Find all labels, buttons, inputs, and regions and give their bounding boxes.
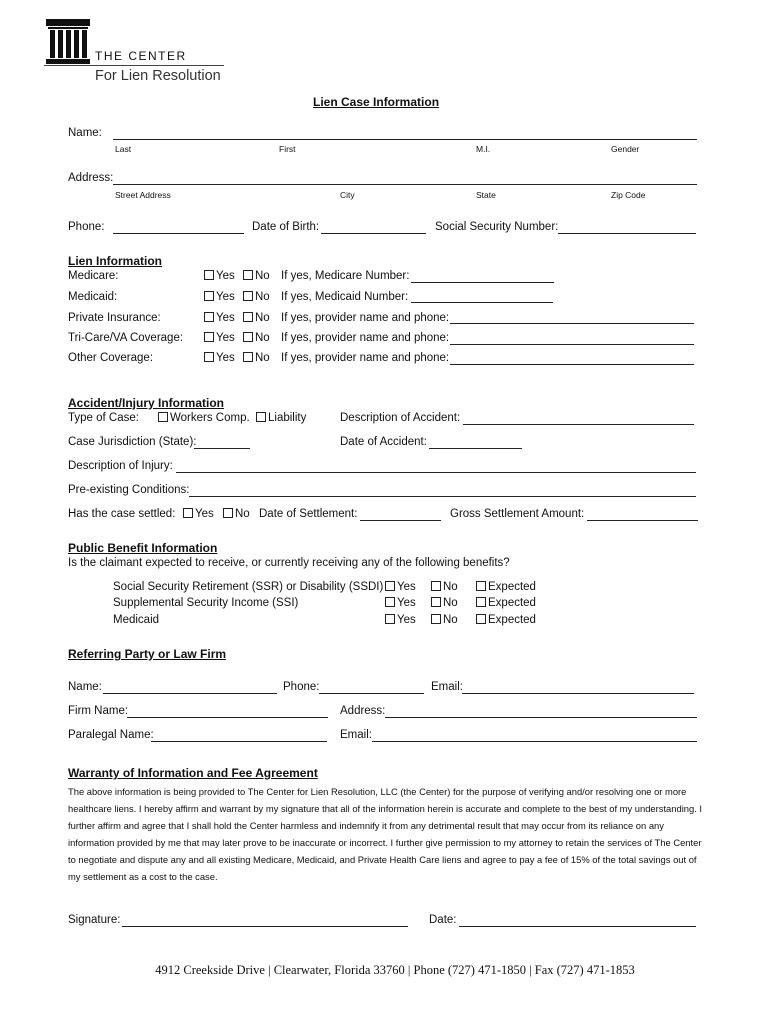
signature-date-label: Date:	[429, 914, 457, 926]
address-sub-state: State	[476, 190, 496, 200]
dob-field[interactable]	[321, 233, 426, 234]
ref-phone-label: Phone:	[283, 681, 320, 693]
checkbox-icon	[204, 312, 214, 322]
checkbox-icon	[243, 332, 253, 342]
jurisdiction-field[interactable]	[194, 448, 250, 449]
lien-field-tricare[interactable]	[450, 344, 694, 345]
lien-yes-tricare[interactable]: Yes	[204, 332, 235, 344]
org-name: THE CENTER	[95, 49, 187, 63]
lien-label-private: Private Insurance:	[68, 312, 161, 324]
lien-no-medicaid[interactable]: No	[243, 291, 270, 303]
checkbox-icon	[385, 581, 395, 591]
gross-label: Gross Settlement Amount:	[450, 508, 585, 520]
lien-yes-private[interactable]: Yes	[204, 312, 235, 324]
jurisdiction-label: Case Jurisdiction (State):	[68, 436, 197, 448]
benefit-expected-ssi[interactable]: Expected	[476, 597, 536, 609]
address-label: Address:	[68, 172, 114, 184]
benefit-label-ssi: Supplemental Security Income (SSI)	[113, 597, 299, 609]
desc-injury-label: Description of Injury:	[68, 460, 173, 472]
signature-field[interactable]	[122, 926, 408, 927]
benefit-yes-ssi[interactable]: Yes	[385, 597, 416, 609]
logo-column-icon	[44, 19, 92, 70]
warranty-text: The above information is being provided to The Center for Lien Resolution, LLC (the Center) for the purpose of verifying and/or resolving one or more healthcare liens. I hereby affirm and warrant by my signature that all of the information herein is accurate and complete to the best of my understanding. I further affirm and agree that I shall hold the Center harmless and indemnify it from any detrimental result that may occur from its reliance on any information provided by me that may later prove to be inaccurate or incorrect. I further give permission to my attorney to retain the services of The Center to negotiate and dispute any and all existing Medicare, Medicaid, and Private Health Care liens and agree to pay a fee of 15% of the total savings out of my settlement as a cost to the case.	[68, 786, 703, 882]
checkbox-icon	[158, 412, 168, 422]
firm-address-field[interactable]	[385, 717, 697, 718]
checkbox-icon	[204, 291, 214, 301]
lien-yes-other[interactable]: Yes	[204, 352, 235, 364]
ssn-label: Social Security Number:	[435, 221, 559, 233]
phone-field[interactable]	[113, 233, 244, 234]
footer-address: 4912 Creekside Drive | Clearwater, Florida 33760 | Phone (727) 471-1850 | Fax (727) 471-1853	[155, 963, 635, 977]
checkbox-icon	[243, 291, 253, 301]
address-sub-city: City	[340, 190, 355, 200]
desc-injury-field[interactable]	[176, 472, 696, 473]
firm-name-field[interactable]	[127, 717, 328, 718]
ref-name-field[interactable]	[103, 693, 277, 694]
benefit-no-medicaid[interactable]: No	[431, 614, 458, 626]
benefit-yes-medicaid[interactable]: Yes	[385, 614, 416, 626]
date-accident-field[interactable]	[429, 448, 522, 449]
referring-section-title: Referring Party or Law Firm	[68, 647, 227, 661]
checkbox-icon	[243, 352, 253, 362]
case-type-liability[interactable]: Liability	[256, 412, 306, 424]
ref-email-field[interactable]	[462, 693, 694, 694]
benefit-yes-ssdi[interactable]: Yes	[385, 581, 416, 593]
desc-accident-field[interactable]	[463, 424, 694, 425]
lien-field-private[interactable]	[450, 323, 694, 324]
lien-label-other: Other Coverage:	[68, 352, 154, 364]
checkbox-icon	[476, 597, 486, 607]
checkbox-icon	[243, 312, 253, 322]
checkbox-icon	[476, 581, 486, 591]
benefit-no-ssdi[interactable]: No	[431, 581, 458, 593]
name-sub-mi: M.I.	[476, 144, 491, 154]
lien-q-medicaid: If yes, Medicaid Number:	[281, 291, 409, 303]
lien-label-medicaid: Medicaid:	[68, 291, 118, 303]
preexisting-field[interactable]	[189, 496, 696, 497]
name-sub-first: First	[279, 144, 296, 154]
warranty-section-title: Warranty of Information and Fee Agreement	[68, 766, 318, 780]
checkbox-icon	[431, 597, 441, 607]
accident-section-title: Accident/Injury Information	[68, 396, 225, 410]
case-type-label: Type of Case:	[68, 412, 139, 424]
name-field[interactable]	[113, 139, 697, 140]
paralegal-email-field[interactable]	[372, 741, 697, 742]
settled-label: Has the case settled:	[68, 508, 176, 520]
settled-no[interactable]: No	[223, 508, 250, 520]
lien-no-tricare[interactable]: No	[243, 332, 270, 344]
lien-section-title: Lien Information	[68, 254, 162, 268]
lien-q-tricare: If yes, provider name and phone:	[281, 332, 450, 344]
name-label: Name:	[68, 127, 102, 139]
paralegal-email-label: Email:	[340, 729, 372, 741]
checkbox-icon	[223, 508, 233, 518]
lien-yes-medicare[interactable]: Yes	[204, 270, 235, 282]
checkbox-icon	[183, 508, 193, 518]
lien-label-medicare: Medicare:	[68, 270, 119, 282]
org-subname: For Lien Resolution	[95, 68, 221, 84]
paralegal-field[interactable]	[151, 741, 327, 742]
ref-name-label: Name:	[68, 681, 102, 693]
lien-q-private: If yes, provider name and phone:	[281, 312, 450, 324]
benefit-no-ssi[interactable]: No	[431, 597, 458, 609]
firm-name-label: Firm Name:	[68, 705, 129, 717]
benefit-section-title: Public Benefit Information	[68, 541, 218, 555]
checkbox-icon	[204, 332, 214, 342]
form-title: Lien Case Information	[313, 95, 440, 109]
lien-field-medicaid[interactable]	[411, 302, 553, 303]
checkbox-icon	[256, 412, 266, 422]
name-sub-gender: Gender	[611, 144, 640, 154]
lien-yes-medicaid[interactable]: Yes	[204, 291, 235, 303]
lien-label-tricare: Tri-Care/VA Coverage:	[68, 332, 184, 344]
case-type-workers-comp[interactable]: Workers Comp.	[158, 412, 250, 424]
benefit-label-ssdi: Social Security Retirement (SSR) or Disability (SSDI)	[113, 581, 384, 593]
name-sub-last: Last	[115, 144, 132, 154]
date-settlement-field[interactable]	[360, 520, 441, 521]
dob-label: Date of Birth:	[252, 221, 320, 233]
checkbox-icon	[385, 614, 395, 624]
benefit-expected-ssdi[interactable]: Expected	[476, 581, 536, 593]
address-sub-street: Street Address	[115, 190, 171, 200]
date-accident-label: Date of Accident:	[340, 436, 427, 448]
benefit-expected-medicaid[interactable]: Expected	[476, 614, 536, 626]
checkbox-icon	[431, 581, 441, 591]
lien-q-other: If yes, provider name and phone:	[281, 352, 450, 364]
checkbox-icon	[204, 270, 214, 280]
ref-phone-field[interactable]	[319, 693, 424, 694]
lien-q-medicare: If yes, Medicare Number:	[281, 270, 410, 282]
date-settlement-label: Date of Settlement:	[259, 508, 358, 520]
settled-yes[interactable]: Yes	[183, 508, 214, 520]
benefit-question: Is the claimant expected to receive, or currently receiving any of the following benefits?	[68, 557, 510, 569]
lien-field-medicare[interactable]	[411, 282, 554, 283]
phone-label: Phone:	[68, 221, 105, 233]
desc-accident-label: Description of Accident:	[340, 412, 461, 424]
paralegal-label: Paralegal Name:	[68, 729, 154, 741]
lien-field-other[interactable]	[450, 364, 694, 365]
checkbox-icon	[476, 614, 486, 624]
ssn-field[interactable]	[558, 233, 696, 234]
signature-date-field[interactable]	[459, 926, 696, 927]
checkbox-icon	[243, 270, 253, 280]
logo-rule	[44, 65, 224, 66]
signature-label: Signature:	[68, 914, 121, 926]
checkbox-icon	[385, 597, 395, 607]
lien-no-private[interactable]: No	[243, 312, 270, 324]
address-sub-zip: Zip Code	[611, 190, 646, 200]
lien-no-medicare[interactable]: No	[243, 270, 270, 282]
gross-field[interactable]	[587, 520, 698, 521]
checkbox-icon	[204, 352, 214, 362]
ref-email-label: Email:	[431, 681, 463, 693]
preexisting-label: Pre-existing Conditions:	[68, 484, 190, 496]
address-field[interactable]	[113, 184, 697, 185]
benefit-label-medicaid: Medicaid	[113, 614, 160, 626]
checkbox-icon	[431, 614, 441, 624]
lien-no-other[interactable]: No	[243, 352, 270, 364]
firm-address-label: Address:	[340, 705, 386, 717]
